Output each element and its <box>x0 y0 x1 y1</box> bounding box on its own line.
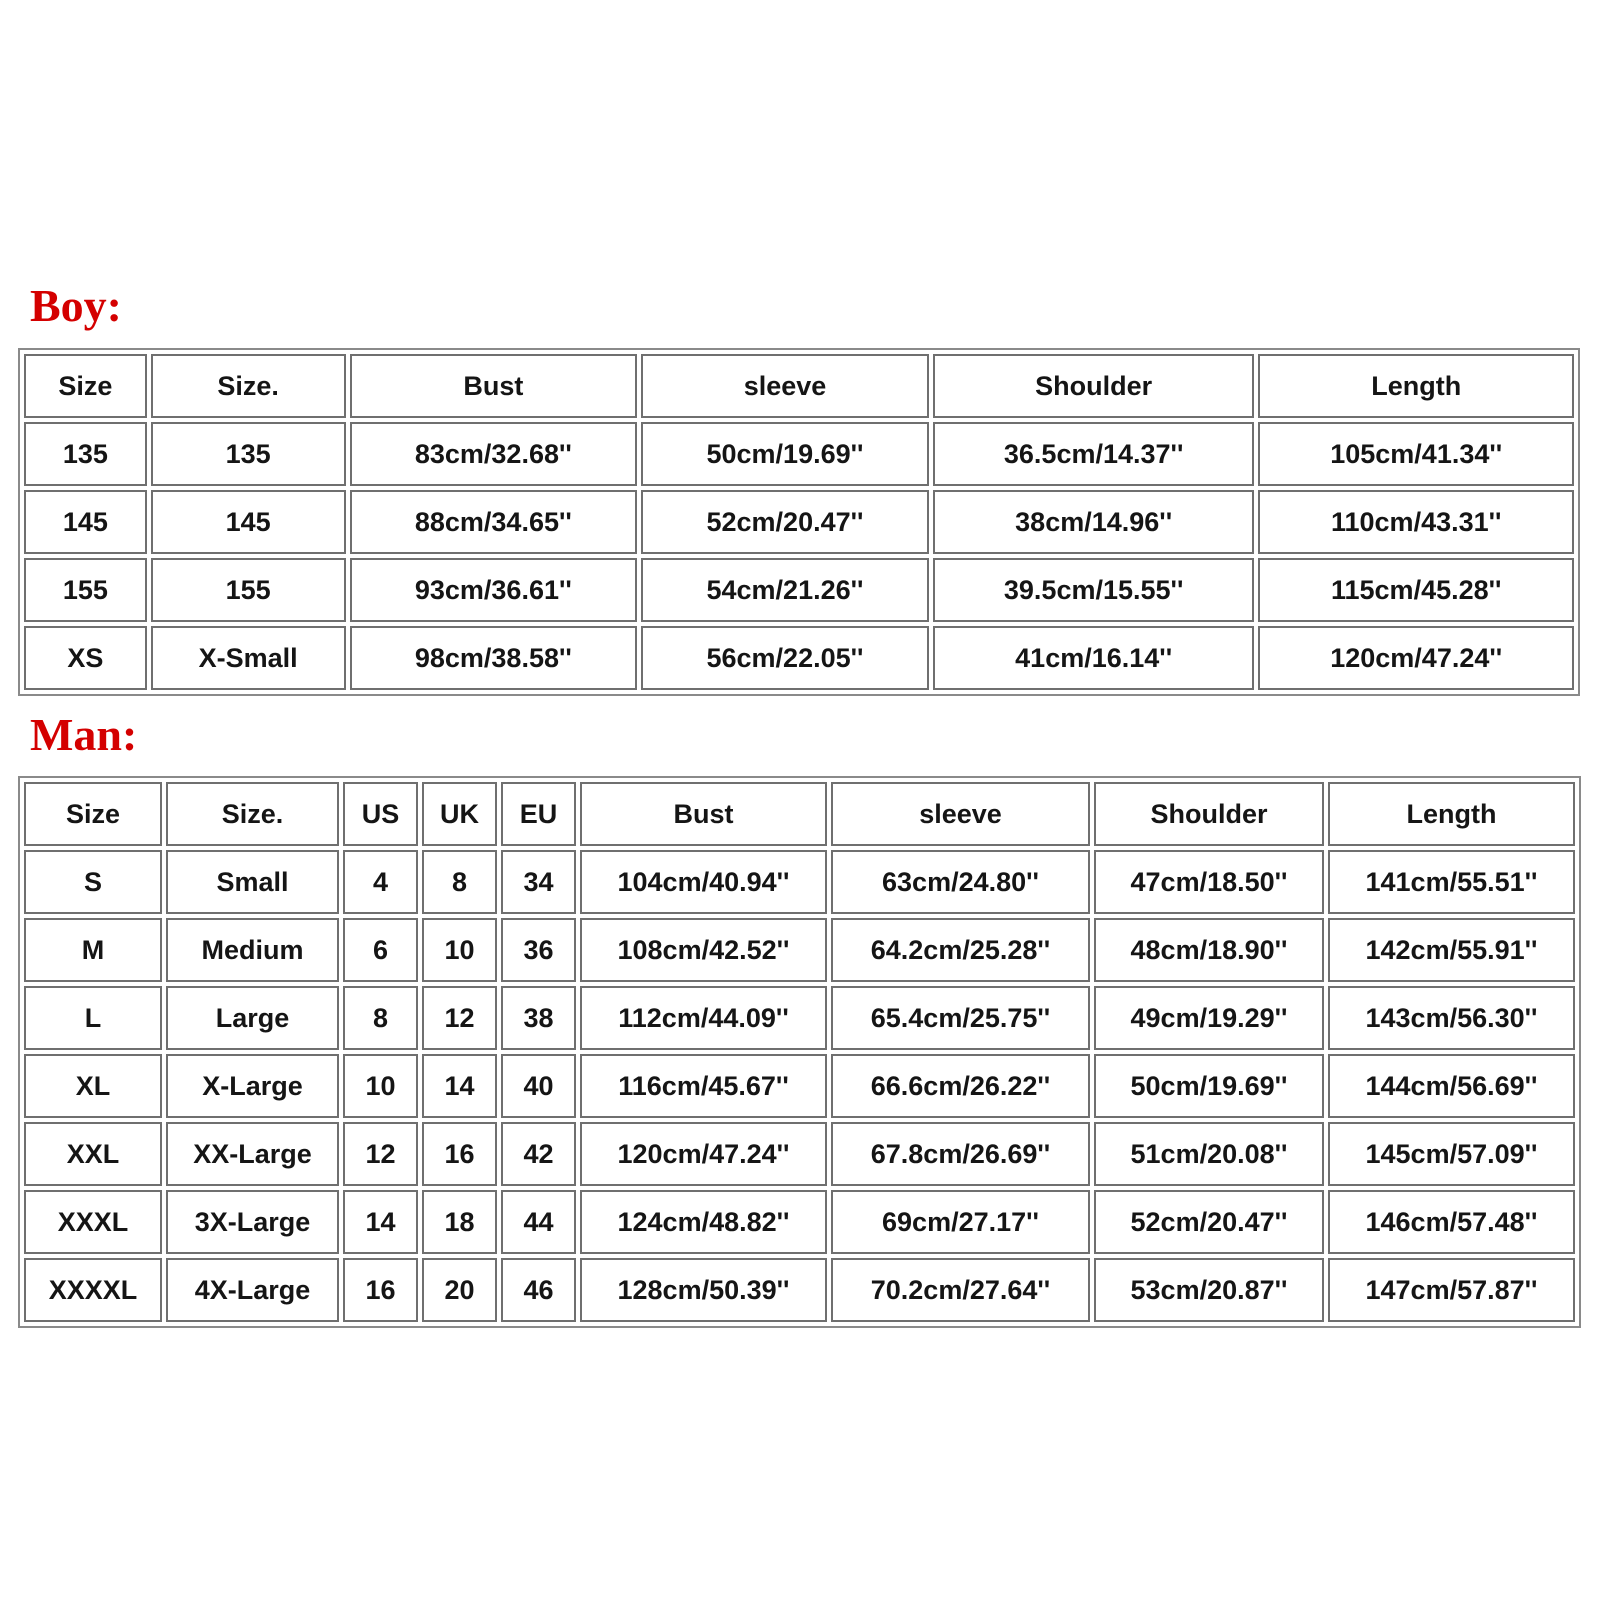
header-row <box>24 354 1574 418</box>
cell-size-name: X-Small <box>151 626 346 690</box>
cell-length: 147cm/57.87'' <box>1328 1258 1575 1322</box>
table-row <box>24 422 1574 486</box>
table-row <box>24 626 1574 690</box>
boy-table-body <box>24 422 1574 690</box>
cell-sleeve: 69cm/27.17'' <box>831 1190 1090 1254</box>
boy-table-header <box>24 354 1574 418</box>
cell-shoulder: 38cm/14.96'' <box>933 490 1255 554</box>
cell-size: XXXL <box>24 1190 162 1254</box>
cell-length: 120cm/47.24'' <box>1258 626 1574 690</box>
cell-uk: 16 <box>422 1122 497 1186</box>
cell-us: 6 <box>343 918 418 982</box>
column-header-bust: Bust <box>580 782 827 846</box>
cell-eu: 34 <box>501 850 576 914</box>
cell-us: 4 <box>343 850 418 914</box>
cell-sleeve: 70.2cm/27.64'' <box>831 1258 1090 1322</box>
cell-length: 146cm/57.48'' <box>1328 1190 1575 1254</box>
cell-size-name: XX-Large <box>166 1122 339 1186</box>
cell-size: 135 <box>24 422 147 486</box>
cell-size-name: X-Large <box>166 1054 339 1118</box>
cell-size-name: Large <box>166 986 339 1050</box>
cell-bust: 116cm/45.67'' <box>580 1054 827 1118</box>
cell-size-name: 145 <box>151 490 346 554</box>
column-header-shoulder: Shoulder <box>1094 782 1324 846</box>
cell-uk: 12 <box>422 986 497 1050</box>
cell-length: 115cm/45.28'' <box>1258 558 1574 622</box>
cell-shoulder: 49cm/19.29'' <box>1094 986 1324 1050</box>
cell-length: 144cm/56.69'' <box>1328 1054 1575 1118</box>
cell-length: 141cm/55.51'' <box>1328 850 1575 914</box>
cell-bust: 93cm/36.61'' <box>350 558 638 622</box>
cell-eu: 40 <box>501 1054 576 1118</box>
column-header-length: Length <box>1328 782 1575 846</box>
table-row <box>24 1190 1575 1254</box>
column-header-shoulder: Shoulder <box>933 354 1255 418</box>
cell-eu: 44 <box>501 1190 576 1254</box>
cell-bust: 104cm/40.94'' <box>580 850 827 914</box>
cell-length: 142cm/55.91'' <box>1328 918 1575 982</box>
cell-uk: 8 <box>422 850 497 914</box>
cell-sleeve: 54cm/21.26'' <box>641 558 929 622</box>
cell-size: L <box>24 986 162 1050</box>
cell-size: S <box>24 850 162 914</box>
cell-size: XS <box>24 626 147 690</box>
cell-uk: 20 <box>422 1258 497 1322</box>
cell-size: XXL <box>24 1122 162 1186</box>
boy-size-table <box>18 348 1580 696</box>
cell-sleeve: 65.4cm/25.75'' <box>831 986 1090 1050</box>
cell-sleeve: 50cm/19.69'' <box>641 422 929 486</box>
column-header-bust: Bust <box>350 354 638 418</box>
table-row <box>24 490 1574 554</box>
table-row <box>24 1258 1575 1322</box>
cell-eu: 46 <box>501 1258 576 1322</box>
table-row <box>24 1054 1575 1118</box>
cell-us: 16 <box>343 1258 418 1322</box>
cell-bust: 98cm/38.58'' <box>350 626 638 690</box>
table-row <box>24 1122 1575 1186</box>
cell-us: 8 <box>343 986 418 1050</box>
cell-bust: 108cm/42.52'' <box>580 918 827 982</box>
cell-length: 145cm/57.09'' <box>1328 1122 1575 1186</box>
column-header-sleeve: sleeve <box>641 354 929 418</box>
column-header-size: Size <box>24 782 162 846</box>
man-size-table <box>18 776 1581 1328</box>
cell-sleeve: 66.6cm/26.22'' <box>831 1054 1090 1118</box>
cell-sleeve: 67.8cm/26.69'' <box>831 1122 1090 1186</box>
cell-eu: 42 <box>501 1122 576 1186</box>
cell-size-name: Medium <box>166 918 339 982</box>
man-table-header <box>24 782 1575 846</box>
cell-size-name: 135 <box>151 422 346 486</box>
column-header-size-name: Size. <box>151 354 346 418</box>
cell-size: XXXXL <box>24 1258 162 1322</box>
column-header-uk: UK <box>422 782 497 846</box>
cell-bust: 128cm/50.39'' <box>580 1258 827 1322</box>
column-header-sleeve: sleeve <box>831 782 1090 846</box>
cell-length: 105cm/41.34'' <box>1258 422 1574 486</box>
cell-bust: 112cm/44.09'' <box>580 986 827 1050</box>
cell-shoulder: 41cm/16.14'' <box>933 626 1255 690</box>
cell-shoulder: 48cm/18.90'' <box>1094 918 1324 982</box>
boy-section-title: Boy: <box>30 280 122 331</box>
cell-bust: 83cm/32.68'' <box>350 422 638 486</box>
cell-uk: 14 <box>422 1054 497 1118</box>
cell-bust: 88cm/34.65'' <box>350 490 638 554</box>
table-row <box>24 850 1575 914</box>
cell-length: 143cm/56.30'' <box>1328 986 1575 1050</box>
column-header-length: Length <box>1258 354 1574 418</box>
cell-sleeve: 63cm/24.80'' <box>831 850 1090 914</box>
cell-shoulder: 39.5cm/15.55'' <box>933 558 1255 622</box>
cell-uk: 10 <box>422 918 497 982</box>
cell-size-name: 3X-Large <box>166 1190 339 1254</box>
column-header-size-name: Size. <box>166 782 339 846</box>
cell-size: 145 <box>24 490 147 554</box>
cell-us: 14 <box>343 1190 418 1254</box>
cell-eu: 36 <box>501 918 576 982</box>
column-header-size: Size <box>24 354 147 418</box>
cell-shoulder: 52cm/20.47'' <box>1094 1190 1324 1254</box>
cell-size-name: 155 <box>151 558 346 622</box>
man-section-title: Man: <box>30 709 138 760</box>
column-header-us: US <box>343 782 418 846</box>
cell-shoulder: 50cm/19.69'' <box>1094 1054 1324 1118</box>
cell-us: 12 <box>343 1122 418 1186</box>
cell-shoulder: 36.5cm/14.37'' <box>933 422 1255 486</box>
man-table-body <box>24 850 1575 1322</box>
cell-shoulder: 53cm/20.87'' <box>1094 1258 1324 1322</box>
cell-shoulder: 47cm/18.50'' <box>1094 850 1324 914</box>
cell-size: 155 <box>24 558 147 622</box>
cell-sleeve: 52cm/20.47'' <box>641 490 929 554</box>
header-row <box>24 782 1575 846</box>
cell-size-name: Small <box>166 850 339 914</box>
cell-eu: 38 <box>501 986 576 1050</box>
column-header-eu: EU <box>501 782 576 846</box>
table-row <box>24 558 1574 622</box>
cell-size: M <box>24 918 162 982</box>
cell-sleeve: 64.2cm/25.28'' <box>831 918 1090 982</box>
cell-us: 10 <box>343 1054 418 1118</box>
cell-size-name: 4X-Large <box>166 1258 339 1322</box>
table-row <box>24 986 1575 1050</box>
cell-size: XL <box>24 1054 162 1118</box>
cell-uk: 18 <box>422 1190 497 1254</box>
cell-shoulder: 51cm/20.08'' <box>1094 1122 1324 1186</box>
cell-bust: 124cm/48.82'' <box>580 1190 827 1254</box>
table-row <box>24 918 1575 982</box>
cell-length: 110cm/43.31'' <box>1258 490 1574 554</box>
cell-bust: 120cm/47.24'' <box>580 1122 827 1186</box>
cell-sleeve: 56cm/22.05'' <box>641 626 929 690</box>
